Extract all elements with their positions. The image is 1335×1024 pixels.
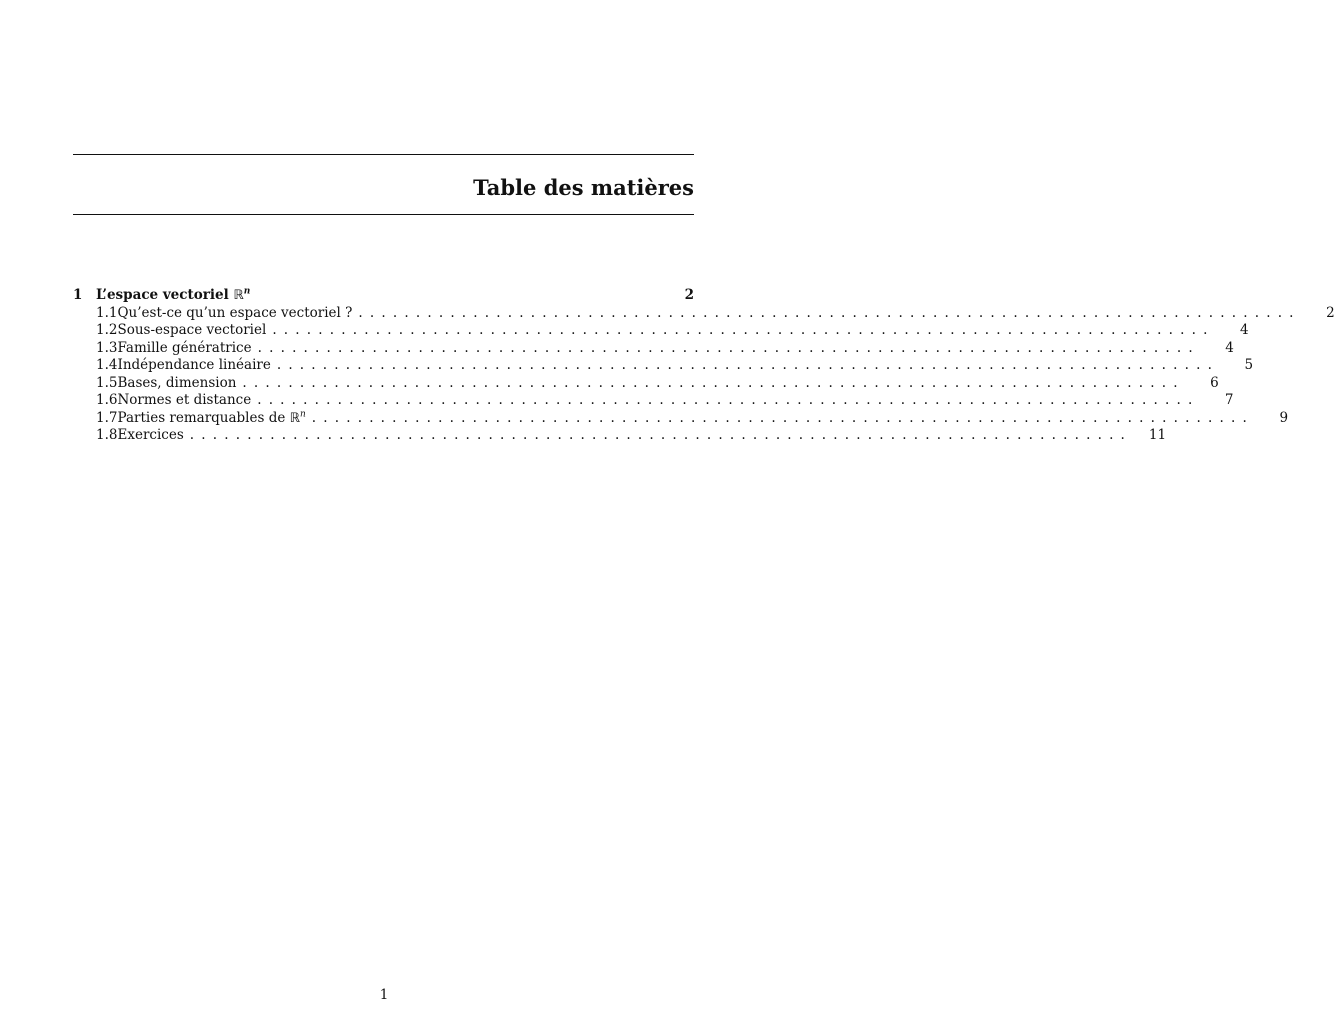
section-title: Sous-espace vectoriel [117,322,267,338]
section-page-number: 7 [1224,392,1234,408]
toc-section-1-3[interactable] [73,339,1234,358]
section-number: 1.1 [96,304,118,321]
section-page-number: 5 [1244,357,1254,373]
section-title: Exercices [117,427,184,443]
real-numbers-symbol: ℝ [233,288,244,303]
section-number: 1.7 [96,409,118,426]
dot-leader: .................................................................................. [189,427,1133,443]
section-number: 1.2 [96,322,118,338]
section-title: Bases, dimension [117,374,237,391]
bottom-rule [73,214,694,215]
section-number: 1.6 [96,392,118,408]
dot-leader: .................................................................................. [242,374,1185,391]
real-numbers-symbol: ℝ [289,410,300,426]
toc-section-1-5[interactable] [73,374,1219,393]
section-page-number: 9 [1279,409,1289,426]
toc-section-1-6[interactable] [73,392,1234,410]
dot-leader: .................................................................................. [311,409,1255,426]
section-page-number: 2 [1326,304,1335,321]
toc-section-1-8[interactable] [73,427,1167,445]
dot-leader: .................................................................................. [276,357,1220,373]
section-page-number: 4 [1240,322,1249,338]
toc-section-1-7[interactable] [73,409,1289,428]
table-of-contents [73,286,1335,445]
section-number: 1.8 [96,427,118,443]
section-title: Famille génératrice [117,339,252,356]
chapter-page-number: 2 [684,287,694,303]
chapter-number: 1 [73,287,83,303]
section-page-number: 11 [1148,427,1167,443]
section-title: Indépendance linéaire [117,357,271,373]
chapter-title: L’espace vectoriel ℝ$^n$ [96,286,251,303]
section-title: Qu’est-ce qu’un espace vectoriel ? [117,304,353,321]
dot-leader: .................................................................................. [257,339,1200,356]
section-title: Parties remarquables de ℝ$^n$ [117,409,306,426]
dot-leader: .................................................................................. [257,392,1200,408]
exponent-n: n [299,409,306,419]
footer-page-number: 1 [379,987,389,1003]
section-title: Normes et distance [117,392,252,408]
dot-leader: .................................................................................. [358,304,1301,321]
section-number: 1.3 [96,339,118,356]
section-number: 1.5 [96,374,118,391]
dot-leader: .................................................................................. [272,322,1215,338]
section-page-number: 6 [1210,374,1219,391]
section-page-number: 4 [1225,339,1234,356]
toc-section-1-1[interactable] [73,304,1335,323]
toc-section-1-4[interactable] [73,357,1254,375]
section-number: 1.4 [96,357,118,373]
toc-chapter-1[interactable] [73,287,694,305]
exponent-n: n [243,286,251,297]
top-rule [73,154,694,155]
toc-section-1-2[interactable] [73,322,1249,340]
toc-heading: Table des matières [473,175,694,200]
